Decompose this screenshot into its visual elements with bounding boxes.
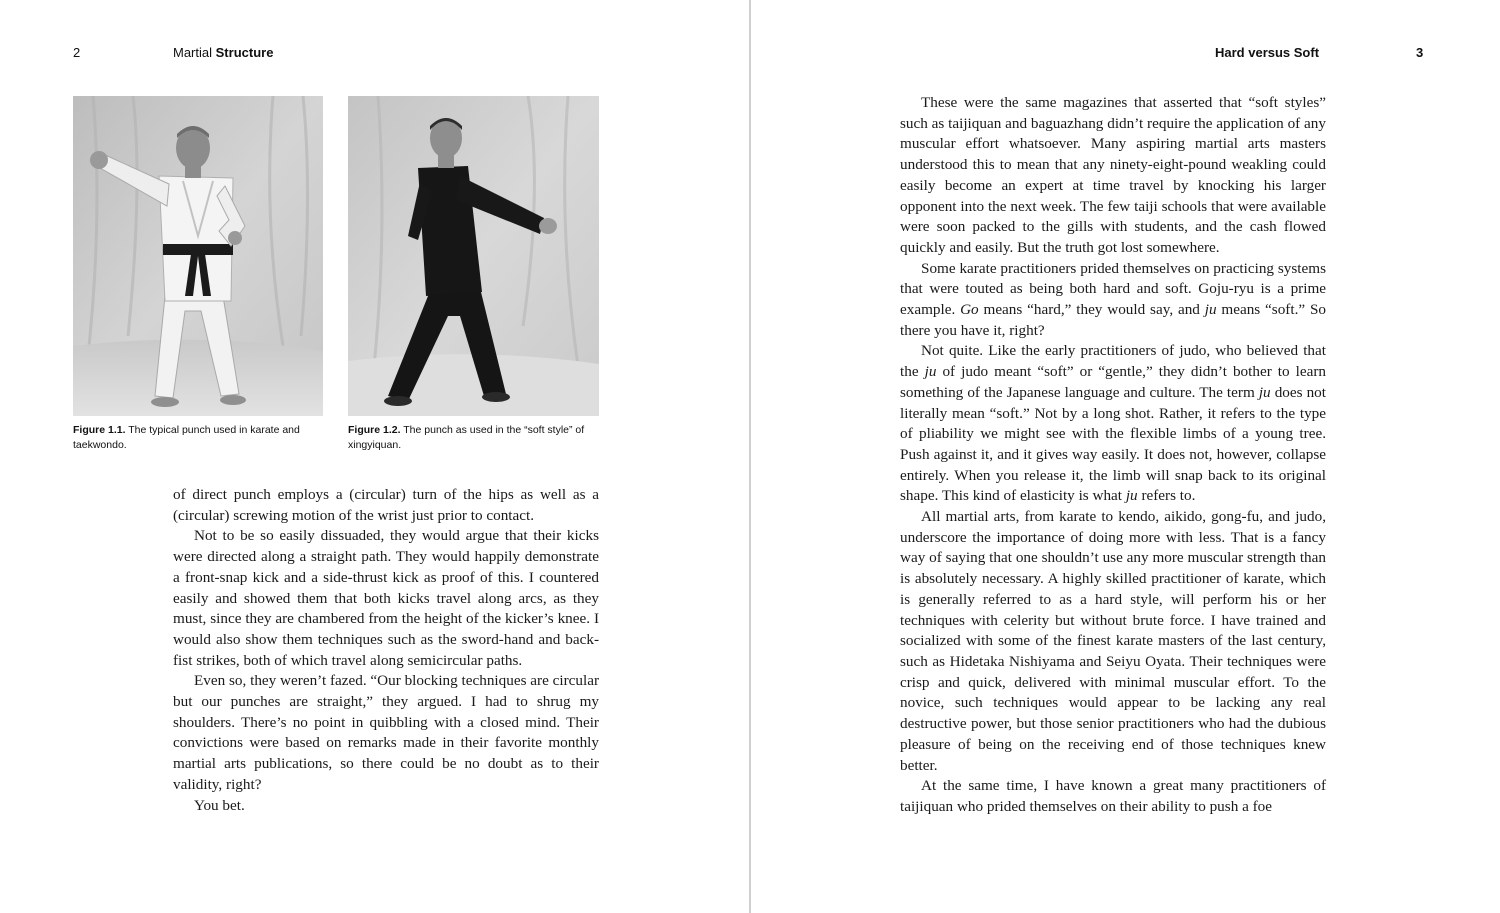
text-run: refers to. [1137, 487, 1196, 505]
text-run: At the same time, I have known a great many practitioners of taijiquan who prided themselves on their ability to push a foe [900, 777, 1326, 815]
left-page [0, 0, 749, 913]
text-run: These were the same magazines that asserted that “soft styles” such as taijiquan and baguazhang didn’t require the application of any muscular effort whatsoever. Many aspiring martial arts masters understood this to mean that any ninety-eight-pound weakling could easily become an expert at time travel by knocking his larger opponent into the next week. The few taiji schools that were available were soon packed to the gills with students, and the cash flowed quickly and easily. But the truth got lost somewhere. [900, 94, 1326, 256]
running-head-left [173, 45, 273, 60]
italic-term: Go [960, 301, 979, 319]
paragraph: Even so, they weren’t fazed. “Our blocking techniques are circular but our punches are straight,” they argued. I had to shrug my shoulders. There’s no point in quibbling with a closed mind. Their convictions were based on remarks made in their favorite monthly martial arts publications, so there could be no doubt as to their validity, right? [173, 672, 599, 793]
text-run: All martial arts, from karate to kendo, aikido, gong-fu, and judo, underscore the importance of doing more with less. That is a fancy way of saying that one shouldn’t use any more muscular strength than is absolutely necessary. A highly skilled practitioner of karate, which is generally referred to as a hard style, will perform his or her techniques with celerity but without brute force. I have trained and socialized with some of the finest karate masters of the last century, such as Hidetaka Nishiyama and Seiyu Oyata. Their techniques were crisp and quick, delivered with minimal muscular effort. To the novice, such techniques would appear to be lacking any real destructive power, but those senior practitioners who had the dubious pleasure of being on the receiving end of those techniques knew better. [900, 508, 1326, 774]
italic-term: ju [1125, 487, 1138, 505]
italic-term: ju [1204, 301, 1217, 319]
text-run: of judo meant “soft” or “gentle,” they didn’t bother to learn something of the Japanese language and culture. The term [900, 363, 1326, 401]
paragraph [900, 776, 1326, 817]
paragraph [900, 507, 1326, 776]
page-number-right: 3 [1416, 45, 1424, 60]
text-run: Some karate practitioners prided themselves on practicing systems that were touted as being both hard and soft. Goju-ryu is a prime example. [900, 259, 1326, 319]
paragraph [900, 259, 1326, 342]
left-body-text [173, 485, 599, 816]
running-head-right: Hard versus Soft [1215, 45, 1320, 60]
text-run: means “soft.” So there you have it, right? [900, 301, 1326, 339]
figure-caption-text-1: The typical punch used in karate and taekwondo. [73, 424, 300, 451]
paragraph: Not to be so easily dissuaded, they would argue that their kicks were directed along a straight path. They would happily demonstrate a front-snap kick and a side-thrust kick as proof of this. I countered easily and showed them that both kicks travel along arcs, as they must, since they are chambered from the height of the kicker’s knee. I would also show them techniques such as the sword-hand and back-fist strikes, both of which travel along semicircular paths. [173, 527, 599, 669]
text-run: Not quite. Like the early practitioners of judo, who believed that the [900, 342, 1326, 381]
xingyiquan-punch-photo [348, 96, 599, 416]
figure-caption-2 [348, 423, 610, 453]
text-run: means “hard,” they would say, and [978, 301, 1205, 319]
running-head-bold: Structure [215, 45, 274, 60]
paragraph [900, 341, 1326, 507]
running-head-light: Martial [173, 45, 213, 60]
page-number-left: 2 [73, 45, 81, 60]
right-page [751, 0, 1500, 913]
paragraph [900, 93, 1326, 259]
karate-punch-photo [73, 96, 323, 416]
right-body-text [900, 93, 1326, 818]
italic-term: ju [924, 363, 937, 381]
paragraph: of direct punch employs a (circular) turn of the hips as well as a (circular) screwing motion of the wrist just prior to contact. [173, 486, 599, 524]
figure-label-1: Figure 1.1. [73, 424, 126, 436]
figure-caption-text-2: The punch as used in the “soft style” of xingyiquan. [348, 424, 585, 451]
text-run: does not literally mean “soft.” Not by a long shot. Rather, it refers to the type of pliability we might see with the flexible limbs of a young tree. Push against it, and it gives way easily. It does not, however, collapse entirely. When you release it, the limb will snap back to its original shape. This kind of elasticity is what [900, 383, 1326, 505]
figure-caption-1 [73, 423, 331, 453]
paragraph: You bet. [194, 796, 245, 814]
figure-label-2: Figure 1.2. [348, 424, 401, 436]
italic-term: ju [1258, 383, 1271, 401]
